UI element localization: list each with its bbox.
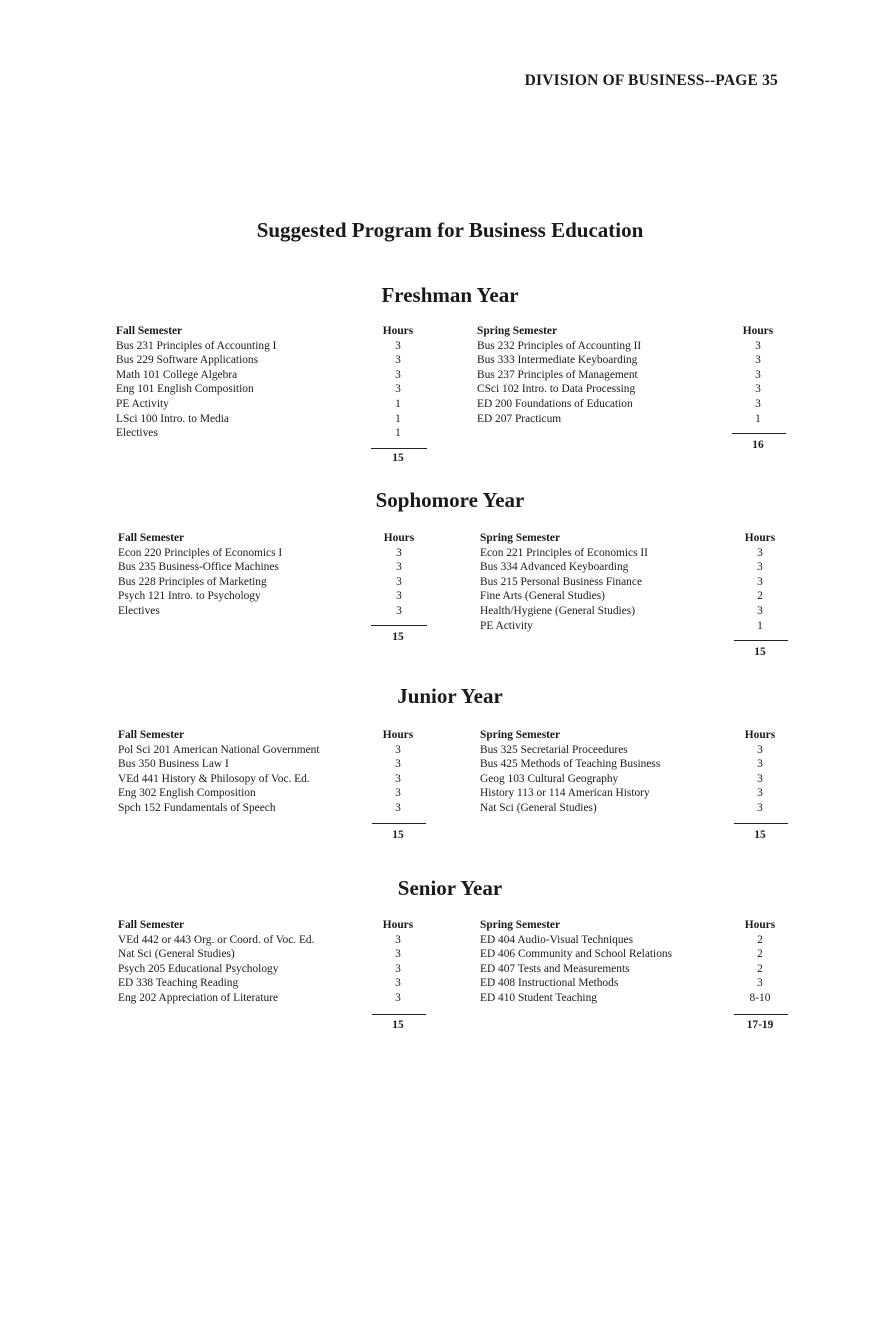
course-hours: 3 <box>395 772 401 785</box>
page-header: DIVISION OF BUSINESS--PAGE 35 <box>524 72 778 89</box>
course-name: Bus 333 Intermediate Keyboarding <box>477 354 638 367</box>
course-hours: 3 <box>755 339 761 352</box>
course-name: Electives <box>118 604 160 617</box>
course-hours: 3 <box>757 977 763 990</box>
course-hours: 3 <box>755 383 761 396</box>
course-name: Nat Sci (General Studies) <box>118 948 235 961</box>
course-hours: 3 <box>755 368 761 381</box>
course-name: ED 404 Audio-Visual Techniques <box>480 933 634 946</box>
hours-label: Hours <box>383 532 415 544</box>
course-hours: 3 <box>396 546 402 559</box>
course-hours: 1 <box>395 412 401 425</box>
semester-label: Fall Semester <box>118 532 185 544</box>
course-name: Nat Sci (General Studies) <box>480 801 597 814</box>
course-name: Electives <box>116 427 158 440</box>
total-rule <box>732 433 786 434</box>
course-hours: 3 <box>396 590 402 603</box>
course-name: ED 207 Practicum <box>477 412 562 425</box>
year-title-sophomore: Sophomore Year <box>375 488 525 512</box>
course-name: Bus 229 Software Applications <box>116 354 259 367</box>
course-name: PE Activity <box>480 619 533 632</box>
course-name: Bus 228 Principles of Marketing <box>118 575 267 588</box>
course-name: Pol Sci 201 American National Government <box>118 743 320 756</box>
course-name: Fine Arts (General Studies) <box>480 590 605 603</box>
course-name: PE Activity <box>116 397 169 410</box>
course-name: ED 406 Community and School Relations <box>480 948 673 961</box>
course-hours: 3 <box>757 801 763 814</box>
semester-total: 16 <box>752 439 764 451</box>
year-title-senior: Senior Year <box>397 876 503 900</box>
semester-label: Spring Semester <box>480 532 561 544</box>
semester-label: Spring Semester <box>480 729 561 741</box>
hours-label: Hours <box>744 729 776 741</box>
course-hours: 1 <box>755 412 761 425</box>
course-name: VEd 441 History & Philosopy of Voc. Ed. <box>118 772 310 785</box>
course-name: CSci 102 Intro. to Data Processing <box>477 383 636 396</box>
course-name: Econ 220 Principles of Economics I <box>118 546 283 559</box>
course-hours: 3 <box>395 991 401 1004</box>
total-rule <box>734 1014 788 1015</box>
course-name: VEd 442 or 443 Org. or Coord. of Voc. Ed. <box>118 933 315 946</box>
course-name: LSci 100 Intro. to Media <box>116 412 229 425</box>
semester-label: Fall Semester <box>118 919 185 931</box>
course-name: Bus 235 Business-Office Machines <box>118 561 279 574</box>
hours-label: Hours <box>382 325 414 337</box>
hours-label: Hours <box>382 729 414 741</box>
hours-label: Hours <box>742 325 774 337</box>
course-name: Econ 221 Principles of Economics II <box>480 546 648 559</box>
total-rule <box>372 823 426 824</box>
course-name: Math 101 College Algebra <box>116 368 238 381</box>
course-name: Eng 202 Appreciation of Literature <box>118 991 279 1004</box>
course-name: Bus 325 Secretarial Proceedures <box>480 743 628 756</box>
course-hours: 3 <box>396 604 402 617</box>
course-name: Bus 232 Principles of Accounting II <box>477 339 642 352</box>
hours-label: Hours <box>744 532 776 544</box>
course-name: Bus 350 Business Law I <box>118 758 229 771</box>
course-name: ED 200 Foundations of Education <box>477 397 633 410</box>
course-name: Bus 231 Principles of Accounting I <box>116 339 277 352</box>
course-hours: 3 <box>757 772 763 785</box>
course-hours: 3 <box>757 561 763 574</box>
total-rule <box>371 448 427 449</box>
semester-total: 15 <box>392 1019 404 1031</box>
course-hours: 3 <box>395 743 401 756</box>
year-title-junior: Junior Year <box>397 684 503 708</box>
course-hours: 3 <box>755 354 761 367</box>
course-hours: 3 <box>395 758 401 771</box>
hours-label: Hours <box>744 919 776 931</box>
semester-total: 15 <box>754 829 766 841</box>
course-hours: 3 <box>757 787 763 800</box>
hours-label: Hours <box>382 919 414 931</box>
course-hours: 2 <box>757 933 763 946</box>
course-name: ED 338 Teaching Reading <box>118 977 239 990</box>
course-name: Spch 152 Fundamentals of Speech <box>118 801 276 814</box>
course-hours: 3 <box>757 546 763 559</box>
total-rule <box>371 625 427 626</box>
course-name: ED 407 Tests and Measurements <box>480 962 630 975</box>
course-hours: 1 <box>757 619 763 632</box>
semester-total: 15 <box>754 646 766 658</box>
course-name: Psych 205 Educational Psychology <box>118 962 279 975</box>
course-hours: 1 <box>395 397 401 410</box>
course-hours: 3 <box>757 743 763 756</box>
course-hours: 2 <box>757 590 763 603</box>
course-hours: 3 <box>755 397 761 410</box>
course-hours: 3 <box>395 787 401 800</box>
course-hours: 3 <box>395 948 401 961</box>
course-name: Bus 334 Advanced Keyboarding <box>480 561 629 574</box>
course-hours: 3 <box>396 561 402 574</box>
course-name: Geog 103 Cultural Geography <box>480 772 619 785</box>
course-hours: 2 <box>757 962 763 975</box>
page-title: Suggested Program for Business Education <box>256 218 644 242</box>
course-name: ED 410 Student Teaching <box>480 991 597 1004</box>
course-name: Eng 101 English Composition <box>116 383 254 396</box>
semester-label: Fall Semester <box>116 325 183 337</box>
course-hours: 3 <box>395 339 401 352</box>
semester-label: Fall Semester <box>118 729 185 741</box>
course-name: Bus 215 Personal Business Finance <box>480 575 642 588</box>
year-title-freshman: Freshman Year <box>381 283 519 307</box>
course-hours: 3 <box>395 933 401 946</box>
semester-label: Spring Semester <box>480 919 561 931</box>
course-hours: 3 <box>395 354 401 367</box>
semester-total: 15 <box>392 452 404 464</box>
semester-label: Spring Semester <box>477 325 558 337</box>
course-name: ED 408 Instructional Methods <box>480 977 619 990</box>
course-name: History 113 or 114 American History <box>480 787 650 800</box>
course-hours: 3 <box>395 383 401 396</box>
course-hours: 3 <box>395 368 401 381</box>
course-hours: 8-10 <box>749 991 771 1004</box>
semester-total: 15 <box>392 631 404 643</box>
semester-total: 17-19 <box>746 1019 774 1031</box>
course-hours: 3 <box>396 575 402 588</box>
course-name: Psych 121 Intro. to Psychology <box>118 590 261 603</box>
total-rule <box>734 823 788 824</box>
course-hours: 3 <box>757 758 763 771</box>
course-hours: 3 <box>757 575 763 588</box>
total-rule <box>372 1014 426 1015</box>
course-name: Bus 425 Methods of Teaching Business <box>480 758 661 771</box>
semester-total: 15 <box>392 829 404 841</box>
total-rule <box>734 640 788 641</box>
course-hours: 3 <box>395 962 401 975</box>
course-hours: 2 <box>757 948 763 961</box>
course-hours: 3 <box>395 801 401 814</box>
course-hours: 3 <box>395 977 401 990</box>
course-name: Health/Hygiene (General Studies) <box>480 604 635 617</box>
course-name: Bus 237 Principles of Management <box>477 368 638 381</box>
course-name: Eng 302 English Composition <box>118 787 256 800</box>
course-hours: 3 <box>757 604 763 617</box>
course-hours: 1 <box>395 427 401 440</box>
